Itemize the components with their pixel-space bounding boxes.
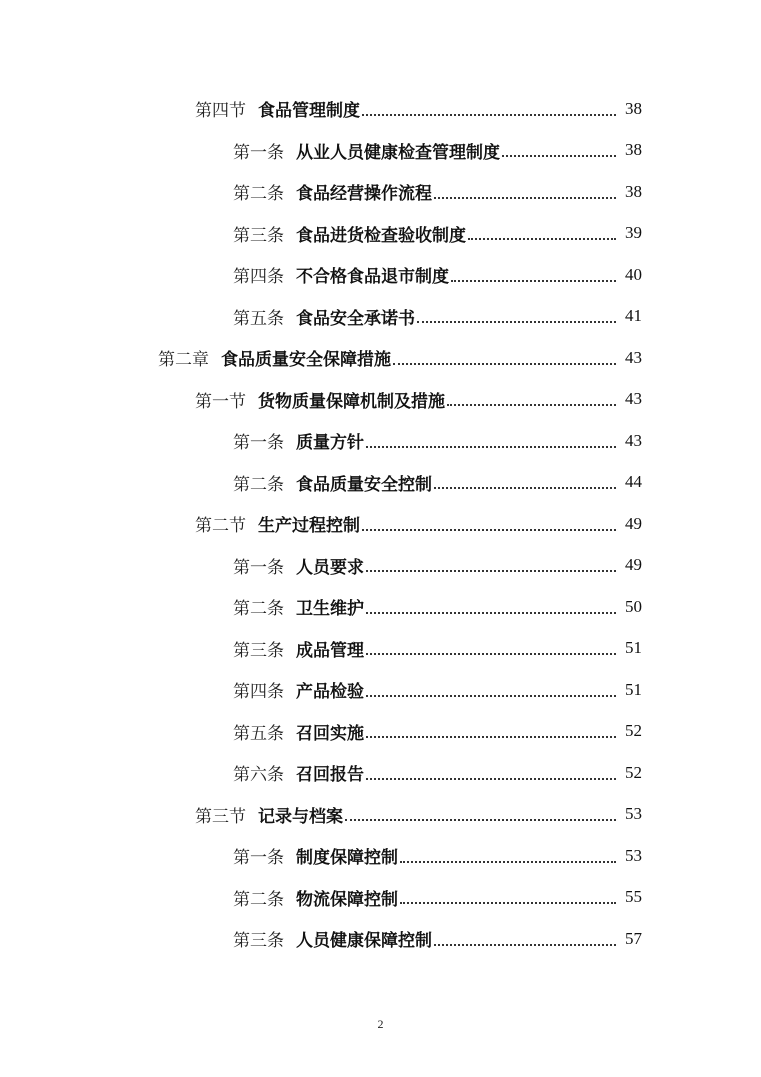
toc-entry-title: 人员要求 <box>296 557 364 578</box>
toc-entry-title: 货物质量保障机制及措施 <box>258 391 445 412</box>
toc-entry-number: 第二节 <box>195 516 246 537</box>
toc-entry-number: 第二条 <box>233 474 284 495</box>
toc-entry-title: 召回实施 <box>296 723 364 744</box>
dot-leader <box>345 819 616 821</box>
toc-entry[interactable] <box>0 752 761 794</box>
toc-entry[interactable] <box>0 586 761 628</box>
toc-entry-title: 不合格食品退市制度 <box>296 267 449 288</box>
toc-entry-page: 39 <box>625 223 642 243</box>
toc-entry-number: 第一条 <box>233 848 284 869</box>
table-of-contents <box>0 88 761 960</box>
dot-leader <box>400 861 616 863</box>
dot-leader <box>366 446 616 448</box>
toc-entry-title: 食品安全承诺书 <box>296 308 415 329</box>
toc-entry[interactable] <box>0 130 761 172</box>
toc-entry-number: 第五条 <box>233 308 284 329</box>
toc-entry-title: 食品管理制度 <box>258 101 360 122</box>
toc-entry-page: 57 <box>625 928 642 948</box>
toc-entry-number: 第三节 <box>195 806 246 827</box>
toc-entry-title: 人员健康保障控制 <box>296 931 432 952</box>
dot-leader <box>434 197 616 199</box>
toc-entry-title: 召回报告 <box>296 765 364 786</box>
toc-entry-page: 52 <box>625 762 642 782</box>
dot-leader <box>366 736 616 738</box>
toc-entry-page: 38 <box>625 140 642 160</box>
toc-entry-number: 第二条 <box>233 184 284 205</box>
dot-leader <box>434 944 616 946</box>
toc-entry[interactable] <box>0 171 761 213</box>
toc-entry[interactable] <box>0 379 761 421</box>
dot-leader <box>366 778 616 780</box>
toc-entry[interactable] <box>0 254 761 296</box>
toc-entry-title: 从业人员健康检查管理制度 <box>296 142 500 163</box>
toc-entry[interactable] <box>0 628 761 670</box>
toc-entry-page: 38 <box>625 181 642 201</box>
dot-leader <box>468 238 616 240</box>
toc-entry-title: 制度保障控制 <box>296 848 398 869</box>
toc-entry[interactable] <box>0 545 761 587</box>
toc-entry-page: 44 <box>625 472 642 492</box>
toc-entry-number: 第二条 <box>233 889 284 910</box>
toc-entry-page: 50 <box>625 596 642 616</box>
toc-entry[interactable] <box>0 462 761 504</box>
toc-entry-page: 40 <box>625 264 642 284</box>
toc-entry[interactable] <box>0 877 761 919</box>
dot-leader <box>502 155 616 157</box>
toc-entry-page: 43 <box>625 430 642 450</box>
toc-entry-title: 物流保障控制 <box>296 889 398 910</box>
toc-entry-page: 41 <box>625 306 642 326</box>
toc-entry[interactable] <box>0 503 761 545</box>
toc-entry-page: 49 <box>625 555 642 575</box>
toc-entry-title: 卫生维护 <box>296 599 364 620</box>
toc-entry-number: 第五条 <box>233 723 284 744</box>
toc-entry[interactable] <box>0 337 761 379</box>
toc-entry-title: 食品进货检查验收制度 <box>296 225 466 246</box>
dot-leader <box>366 570 616 572</box>
toc-entry-number: 第三条 <box>233 640 284 661</box>
toc-entry[interactable] <box>0 420 761 462</box>
toc-entry-page: 51 <box>625 679 642 699</box>
toc-entry-number: 第三条 <box>233 931 284 952</box>
dot-leader <box>366 653 616 655</box>
dot-leader <box>366 612 616 614</box>
toc-entry-page: 38 <box>625 98 642 118</box>
toc-entry-number: 第六条 <box>233 765 284 786</box>
toc-entry-title: 记录与档案 <box>258 806 343 827</box>
toc-entry-number: 第二章 <box>158 350 209 371</box>
toc-entry[interactable] <box>0 88 761 130</box>
toc-entry[interactable] <box>0 711 761 753</box>
toc-entry-number: 第一节 <box>195 391 246 412</box>
toc-entry-title: 食品经营操作流程 <box>296 184 432 205</box>
dot-leader <box>417 321 616 323</box>
toc-entry-number: 第二条 <box>233 599 284 620</box>
toc-entry-page: 43 <box>625 347 642 367</box>
toc-entry[interactable] <box>0 296 761 338</box>
toc-entry[interactable] <box>0 669 761 711</box>
toc-entry-title: 成品管理 <box>296 640 364 661</box>
toc-entry[interactable] <box>0 918 761 960</box>
dot-leader <box>451 280 616 282</box>
toc-entry-page: 53 <box>625 804 642 824</box>
toc-entry-page: 43 <box>625 389 642 409</box>
dot-leader <box>366 695 616 697</box>
toc-entry-page: 55 <box>625 887 642 907</box>
toc-entry-number: 第四条 <box>233 267 284 288</box>
dot-leader <box>447 404 616 406</box>
dot-leader <box>400 902 616 904</box>
toc-entry-page: 51 <box>625 638 642 658</box>
toc-entry-title: 产品检验 <box>296 682 364 703</box>
dot-leader <box>434 487 616 489</box>
toc-entry[interactable] <box>0 213 761 255</box>
toc-entry-page: 49 <box>625 513 642 533</box>
toc-entry-page: 52 <box>625 721 642 741</box>
toc-entry-title: 食品质量安全控制 <box>296 474 432 495</box>
page-number: 2 <box>377 1017 384 1031</box>
toc-entry-title: 食品质量安全保障措施 <box>221 350 391 371</box>
toc-entry-number: 第三条 <box>233 225 284 246</box>
toc-entry[interactable] <box>0 794 761 836</box>
toc-entry-number: 第四节 <box>195 101 246 122</box>
dot-leader <box>393 363 616 365</box>
toc-entry[interactable] <box>0 835 761 877</box>
dot-leader <box>362 114 616 116</box>
toc-entry-title: 质量方针 <box>296 433 364 454</box>
toc-entry-number: 第一条 <box>233 142 284 163</box>
toc-entry-number: 第一条 <box>233 433 284 454</box>
toc-entry-title: 生产过程控制 <box>258 516 360 537</box>
dot-leader <box>362 529 616 531</box>
toc-entry-number: 第四条 <box>233 682 284 703</box>
toc-entry-page: 53 <box>625 845 642 865</box>
toc-entry-number: 第一条 <box>233 557 284 578</box>
